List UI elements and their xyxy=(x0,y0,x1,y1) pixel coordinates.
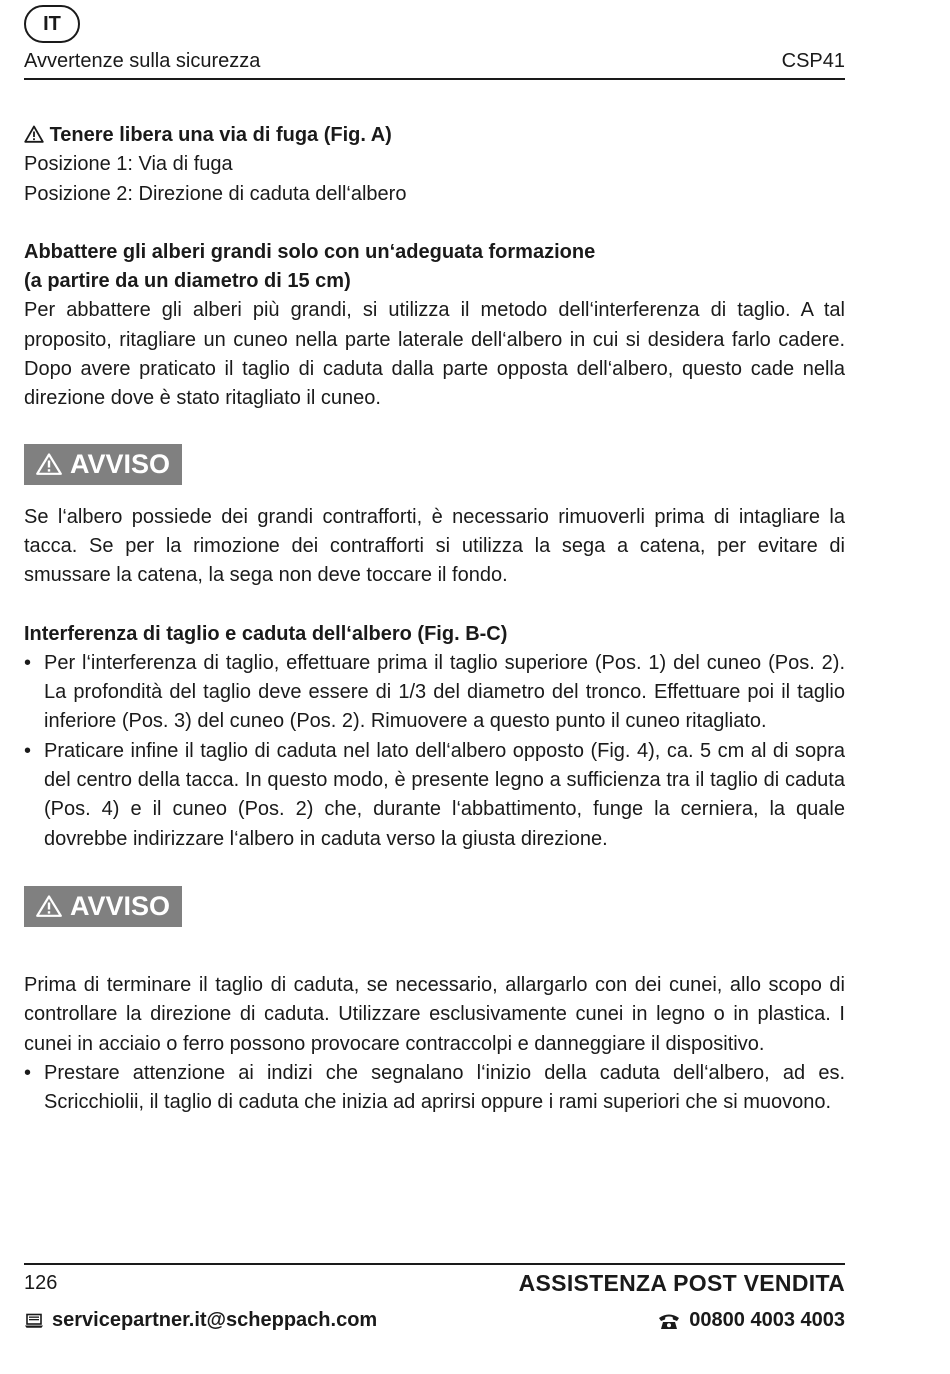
footer-phone[interactable] xyxy=(657,1309,845,1332)
footer-divider xyxy=(24,1263,845,1265)
notice-2-body: Prima di terminare il taglio di caduta, se necessario, allargarlo con dei cunei, allo scopo di controllare la direzione di caduta. Utilizzare esclusivamente cunei in legno o in plastica. I cunei in acciaio o ferro possono provocare contraccolpi e danneggiare il dispositivo. xyxy=(24,973,845,1055)
laptop-icon xyxy=(24,1313,52,1329)
bullet-text: Prestare attenzione ai indizi che segnalano l‘inizio della caduta dell‘albero, ad es. Scricchiolii, il taglio di caduta che inizia ad aprirsi oppure i rami superiori che si muovono. xyxy=(44,1061,845,1114)
section-title: Avvertenze sulla sicurezza xyxy=(24,50,261,72)
notice-label: AVVISO xyxy=(70,448,171,479)
bullet: • xyxy=(24,651,32,674)
list-item xyxy=(24,737,845,854)
big-trees-body: Per abbattere gli alberi più grandi, si utilizza il metodo dell‘interferenza di taglio. A tal proposito, ritagliare un cuneo nella parte laterale dell‘albero in cui si desidera farlo cadere. Dopo avere praticato il taglio di caduta dalla parte opposta dell‘albero, questo cade nella direzione dove è stato ritagliato il cuneo. xyxy=(24,299,845,410)
warning-icon xyxy=(24,124,50,146)
fig-a-heading xyxy=(24,121,845,150)
notice-banner-1 xyxy=(24,444,182,485)
footer-email[interactable] xyxy=(24,1309,377,1332)
notice-banner-2 xyxy=(24,886,182,927)
warning-icon xyxy=(36,895,62,917)
email-address[interactable]: servicepartner.it@scheppach.com xyxy=(52,1309,378,1331)
fig-a-line-2: Posizione 2: Direzione di caduta dell‘albero xyxy=(24,182,407,205)
bullet: • xyxy=(24,739,32,762)
big-trees-subheading: (a partire da un diametro di 15 cm) xyxy=(24,270,351,293)
fig-a-heading-text: Tenere libera una via di fuga (Fig. A) xyxy=(49,124,392,146)
notice-1-body: Se l‘albero possiede dei grandi contrafforti, è necessario rimuoverli prima di intagliare la tacca. Se per la rimozione dei contrafforti si utilizza la sega a catena, per evitare di smussare la catena, la sega non deve toccare il fondo. xyxy=(24,505,845,587)
bullet: • xyxy=(24,1061,32,1084)
list-item xyxy=(24,1059,845,1118)
big-trees-heading: Abbattere gli alberi grandi solo con un‘adeguata formazione xyxy=(24,240,596,263)
fig-a-line-1: Posizione 1: Via di fuga xyxy=(24,153,233,176)
notice-label: AVVISO xyxy=(70,890,171,921)
list-item xyxy=(24,649,845,737)
bullet-text: Per l‘interferenza di taglio, effettuare prima il taglio superiore (Pos. 1) del cuneo (Pos. 2). La profondità del taglio deve essere di 1/3 del diametro del tronco. Effettuare poi il taglio inferiore (Pos. 3) del cuneo (Pos. 2). Rimuovere a questo punto il cuneo ritagliato. xyxy=(44,651,845,733)
language-code: IT xyxy=(43,12,61,35)
phone-icon xyxy=(657,1312,689,1330)
page-number: 126 xyxy=(24,1272,58,1294)
footer-title: ASSISTENZA POST VENDITA xyxy=(518,1270,845,1296)
interference-heading: Interferenza di taglio e caduta dell‘albero (Fig. B-C) xyxy=(24,622,508,645)
bullet-text: Praticare infine il taglio di caduta nel lato dell‘albero opposto (Fig. 4), ca. 5 cm al di sopra del centro della tacca. In questo modo, è presente legno a sufficienza tra il taglio di caduta (Pos. 4) e il cuneo (Pos. 2) che, durante l‘abbattimento, funge la cerniera, la quale dovrebbe indirizzare l‘albero in caduta verso la giusta direzione. xyxy=(44,739,845,850)
language-badge xyxy=(24,5,80,43)
model-number: CSP41 xyxy=(781,50,845,72)
header-divider xyxy=(24,78,845,80)
phone-number[interactable]: 00800 4003 4003 xyxy=(689,1309,845,1331)
page-content xyxy=(24,121,845,1117)
warning-icon xyxy=(36,453,62,475)
